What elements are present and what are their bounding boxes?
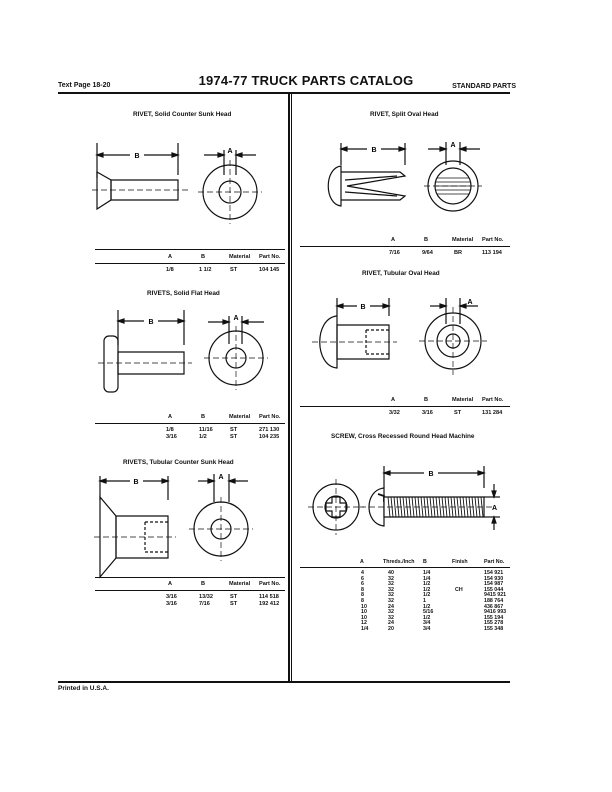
cell-part-no: 154 930 — [484, 575, 504, 582]
catalog-title: 1974-77 TRUCK PARTS CATALOG — [198, 73, 414, 88]
cell-material: ST — [230, 427, 238, 433]
cell-threads: 24 — [388, 620, 394, 627]
cell-part-no: 9415 921 — [484, 592, 507, 599]
cell-part-no: 131 284 — [482, 410, 503, 416]
cell-a: 6 — [361, 575, 364, 582]
col-part-no: Part No. — [482, 237, 504, 243]
cell-threads: 32 — [388, 609, 394, 616]
col-b: B — [201, 254, 206, 260]
cell-threads: 32 — [388, 614, 394, 621]
cell-b: 1 — [423, 597, 426, 604]
split-oval-dim-a: A — [450, 142, 456, 149]
col-a: A — [168, 414, 173, 420]
cell-part-no: 155 194 — [484, 614, 504, 621]
cell-material: BR — [454, 250, 463, 256]
cell-b: 1/2 — [423, 586, 431, 593]
cell-a: 8 — [361, 592, 364, 599]
col-b: B — [201, 581, 206, 587]
cell-b: 13/32 — [199, 594, 213, 600]
table-row — [0, 626, 520, 632]
col-part-no: Part No. — [259, 581, 281, 587]
tubular-oval-dim-a: A — [467, 299, 473, 306]
col-a: A — [168, 581, 173, 587]
cell-threads: 20 — [388, 625, 394, 632]
cell-a: 10 — [361, 603, 367, 610]
col-a: A — [391, 237, 396, 243]
col-material: Material — [452, 237, 474, 243]
cell-a: 4 — [361, 570, 364, 576]
col-part-no: Part No. — [482, 397, 504, 403]
col-a: A — [391, 397, 396, 403]
screw-dim-a: A — [492, 505, 498, 512]
cell-a: 1/8 — [166, 267, 174, 273]
cell-b: 3/4 — [423, 625, 431, 632]
tubular-csk-dim-a: A — [218, 474, 224, 481]
screw-dim-b: B — [428, 471, 434, 478]
cell-part-no: 154 921 — [484, 570, 504, 576]
col-material: Material — [452, 397, 474, 403]
col-b: B — [424, 237, 429, 243]
col-b: B — [201, 414, 206, 420]
cell-part-no: 436 867 — [484, 603, 504, 610]
cell-part-no: 154 987 — [484, 581, 504, 588]
cell-a: 8 — [361, 586, 364, 593]
cell-part-no: 155 278 — [484, 620, 504, 627]
col-a: A — [360, 559, 364, 565]
split-oval-dim-b: B — [371, 147, 377, 154]
col-part-no: Part No. — [259, 414, 281, 420]
col-material: Material — [229, 254, 251, 260]
cell-part-no: 104 145 — [259, 267, 280, 273]
col-a: A — [168, 254, 173, 260]
cell-a: 6 — [361, 581, 364, 588]
cell-threads: 24 — [388, 603, 394, 610]
col-threads: Threds./Inch — [383, 559, 415, 565]
cell-b: 9/64 — [422, 250, 433, 256]
cell-threads: 40 — [388, 570, 394, 576]
screw-table — [0, 559, 520, 632]
cell-threads: 32 — [388, 581, 394, 588]
cell-a: 8 — [361, 597, 364, 604]
cell-b: 3/16 — [422, 410, 433, 416]
solid-csk-dim-b: B — [134, 153, 140, 160]
cell-b: 7/16 — [199, 601, 210, 607]
cell-material: ST — [230, 594, 238, 600]
text-page-label: Text Page 18-20 — [58, 82, 111, 89]
cell-threads: 32 — [388, 575, 394, 582]
cell-part-no: 155 044 — [484, 586, 504, 593]
cell-a: 3/16 — [166, 434, 177, 440]
cell-b: 1/2 — [199, 434, 207, 440]
screw-rows — [0, 570, 520, 632]
solid-flat-dim-a: A — [233, 315, 239, 322]
cell-part-no: 113 194 — [482, 250, 502, 256]
section-label: STANDARD PARTS — [452, 83, 516, 90]
col-material: Material — [229, 581, 251, 587]
col-finish: Finish — [452, 559, 468, 565]
col-material: Material — [229, 414, 251, 420]
cell-a: 3/32 — [389, 410, 400, 416]
col-b: B — [424, 397, 429, 403]
cell-b: 1/2 — [423, 614, 431, 621]
cell-part-no: 9416 993 — [484, 609, 507, 616]
cell-part-no: 192 412 — [259, 601, 280, 607]
tubular-csk-dim-b: B — [133, 479, 139, 486]
screw-title: SCREW, Cross Recessed Round Head Machine — [331, 433, 475, 440]
cell-material: ST — [230, 434, 238, 440]
col-part-no: Part No. — [259, 254, 281, 260]
cell-a: 10 — [361, 614, 367, 621]
split-oval-title: RIVET, Split Oval Head — [370, 111, 439, 118]
cell-finish: CH — [455, 586, 463, 593]
screw-rule-mid — [300, 567, 510, 568]
cell-threads: 32 — [388, 586, 394, 593]
cell-b: 1/4 — [423, 570, 431, 576]
cell-part-no: 271 130 — [259, 427, 280, 433]
cell-b: 1 1/2 — [199, 267, 212, 273]
cell-a: 1/8 — [166, 427, 174, 433]
cell-a: 7/16 — [389, 250, 400, 256]
cell-b: 1/2 — [423, 603, 431, 610]
cell-b: 1/4 — [423, 575, 431, 582]
cell-part-no: 188 764 — [484, 597, 504, 604]
cell-a: 3/16 — [166, 601, 177, 607]
cell-threads: 32 — [388, 592, 394, 599]
tubular-oval-dim-b: B — [360, 304, 366, 311]
cell-b: 1/2 — [423, 592, 431, 599]
cell-b: 3/4 — [423, 620, 431, 627]
cell-material: ST — [454, 410, 462, 416]
printed-in: Printed in U.S.A. — [58, 685, 109, 692]
solid-flat-dim-b: B — [148, 319, 154, 326]
cell-threads: 32 — [388, 597, 394, 604]
tubular-oval-title: RIVET, Tubular Oval Head — [362, 270, 440, 277]
tubular-csk-title: RIVETS, Tubular Counter Sunk Head — [123, 459, 234, 466]
table-header — [0, 559, 520, 566]
cell-a: 10 — [361, 609, 367, 616]
cell-b: 5/16 — [423, 609, 434, 616]
solid-flat-title: RIVETS, Solid Flat Head — [147, 290, 220, 297]
cell-a: 1/4 — [361, 625, 369, 632]
cell-a: 3/16 — [166, 594, 177, 600]
cell-part-no: 104 235 — [259, 434, 280, 440]
col-part-no: Part No. — [484, 559, 505, 565]
cell-b: 1/2 — [423, 581, 431, 588]
cell-b: 11/16 — [199, 427, 213, 433]
cell-material: ST — [230, 601, 238, 607]
solid-csk-dim-a: A — [227, 148, 233, 155]
solid-csk-title: RIVET, Solid Counter Sunk Head — [133, 111, 232, 118]
cell-a: 12 — [361, 620, 367, 627]
cell-part-no: 114 518 — [259, 594, 279, 600]
cell-part-no: 155 348 — [484, 625, 504, 632]
col-b: B — [423, 559, 427, 565]
cell-material: ST — [230, 267, 238, 273]
